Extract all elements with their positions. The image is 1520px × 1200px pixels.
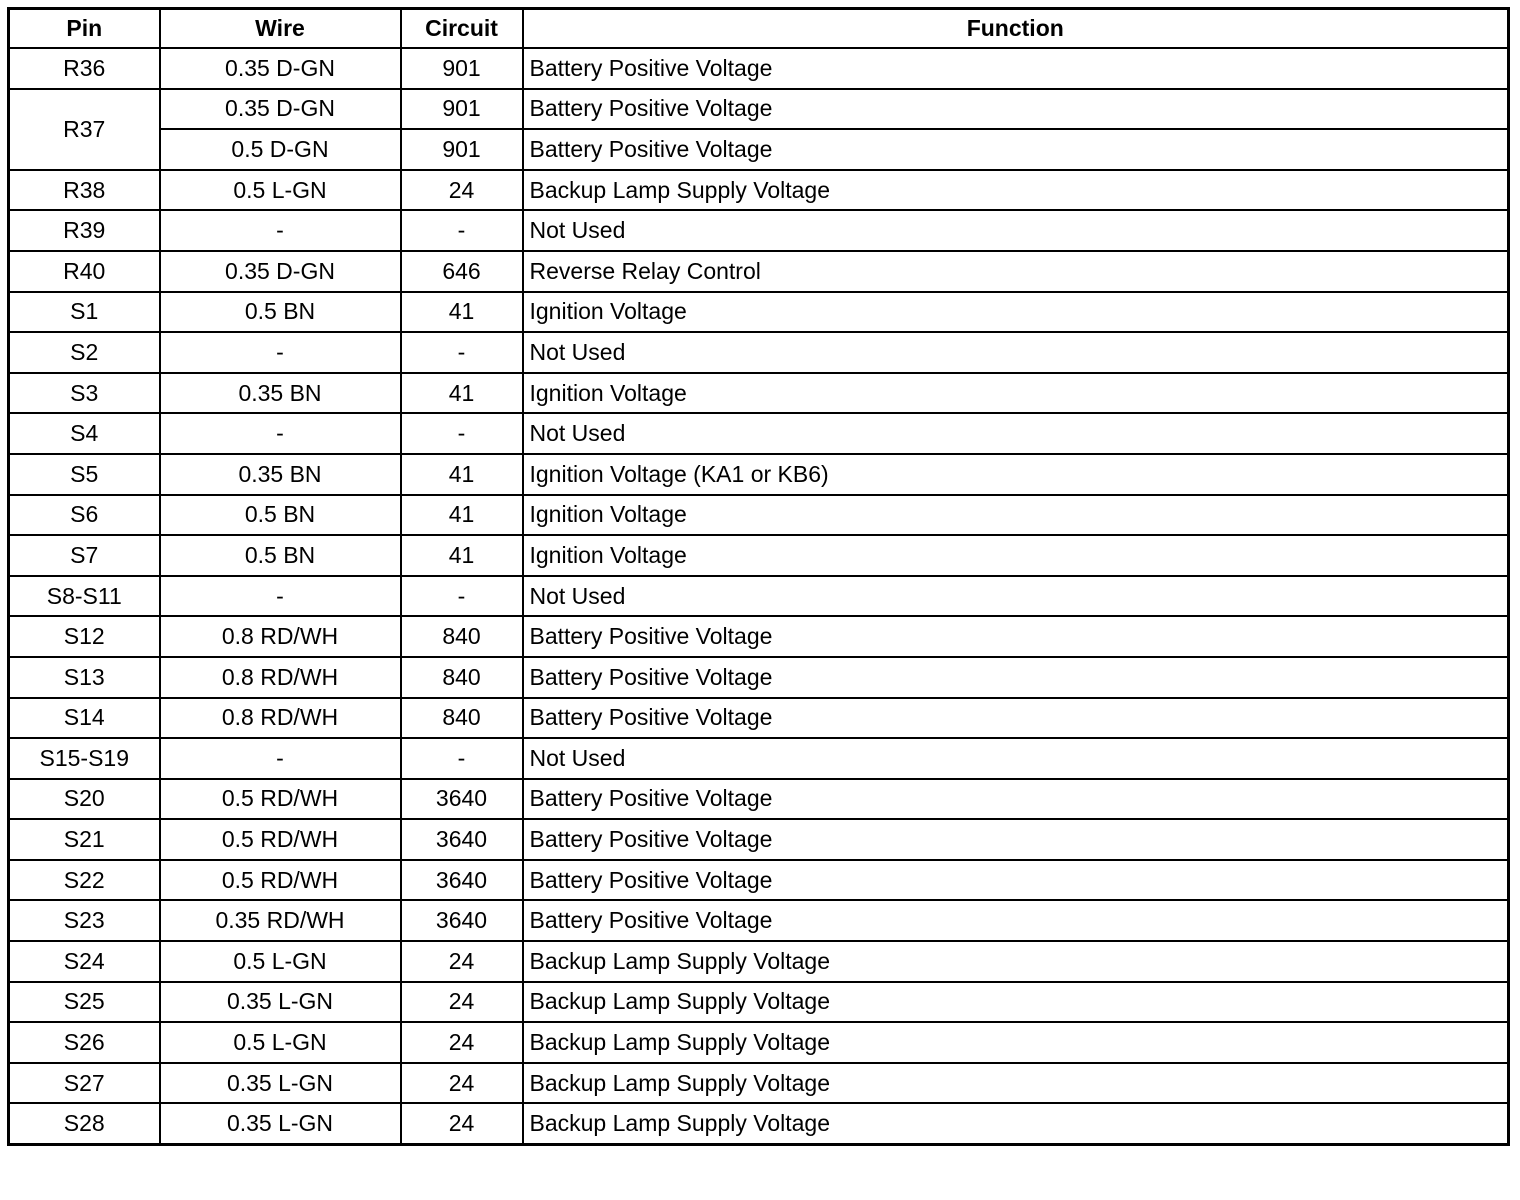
function-cell: Ignition Voltage (KA1 or KB6) [523, 454, 1509, 495]
pin-cell: S21 [9, 819, 160, 860]
table-row [9, 657, 1509, 698]
wire-cell: 0.35 L-GN [160, 1103, 401, 1144]
wire-cell: 0.8 RD/WH [160, 657, 401, 698]
pin-cell: R40 [9, 251, 160, 292]
table-row [9, 819, 1509, 860]
wire-cell: 0.5 RD/WH [160, 819, 401, 860]
table-row [9, 373, 1509, 414]
pin-cell: S6 [9, 495, 160, 536]
wire-cell: 0.5 L-GN [160, 1022, 401, 1063]
function-cell: Backup Lamp Supply Voltage [523, 941, 1509, 982]
wire-cell: 0.8 RD/WH [160, 616, 401, 657]
function-cell: Battery Positive Voltage [523, 657, 1509, 698]
circuit-cell: - [401, 413, 523, 454]
function-cell: Battery Positive Voltage [523, 779, 1509, 820]
wire-cell: 0.5 BN [160, 535, 401, 576]
pin-cell: R38 [9, 170, 160, 211]
table-row [9, 413, 1509, 454]
circuit-cell: - [401, 738, 523, 779]
wire-cell: 0.5 RD/WH [160, 779, 401, 820]
pin-cell: R37 [9, 89, 160, 170]
pin-cell: S1 [9, 292, 160, 333]
function-cell: Battery Positive Voltage [523, 48, 1509, 89]
function-cell: Backup Lamp Supply Voltage [523, 1063, 1509, 1104]
header-function: Function [523, 9, 1509, 49]
function-cell: Ignition Voltage [523, 495, 1509, 536]
function-cell: Backup Lamp Supply Voltage [523, 1022, 1509, 1063]
table-row [9, 251, 1509, 292]
pin-cell: S13 [9, 657, 160, 698]
circuit-cell: 24 [401, 941, 523, 982]
circuit-cell: - [401, 576, 523, 617]
function-cell: Not Used [523, 413, 1509, 454]
wire-cell: - [160, 576, 401, 617]
circuit-cell: 41 [401, 373, 523, 414]
circuit-cell: 840 [401, 616, 523, 657]
circuit-cell: 840 [401, 698, 523, 739]
wire-cell: 0.35 RD/WH [160, 900, 401, 941]
circuit-cell: 41 [401, 535, 523, 576]
wire-cell: 0.5 BN [160, 292, 401, 333]
table-row [9, 576, 1509, 617]
wire-cell: - [160, 332, 401, 373]
pin-cell: S20 [9, 779, 160, 820]
wire-cell: 0.35 BN [160, 373, 401, 414]
circuit-cell: 24 [401, 1063, 523, 1104]
pin-cell: S28 [9, 1103, 160, 1144]
pin-cell: S8-S11 [9, 576, 160, 617]
table-row [9, 170, 1509, 211]
circuit-cell: 646 [401, 251, 523, 292]
pin-cell: S26 [9, 1022, 160, 1063]
wire-cell: 0.35 BN [160, 454, 401, 495]
table-row [9, 982, 1509, 1023]
table-row [9, 535, 1509, 576]
pin-cell: S12 [9, 616, 160, 657]
pin-cell: S2 [9, 332, 160, 373]
connector-pinout-table [7, 7, 1510, 1146]
header-row [9, 9, 1509, 49]
pin-cell: S4 [9, 413, 160, 454]
table-row [9, 48, 1509, 89]
function-cell: Ignition Voltage [523, 292, 1509, 333]
function-cell: Backup Lamp Supply Voltage [523, 982, 1509, 1023]
wire-cell: - [160, 210, 401, 251]
circuit-cell: 901 [401, 129, 523, 170]
wire-cell: 0.5 D-GN [160, 129, 401, 170]
table-row [9, 129, 1509, 170]
circuit-cell: 840 [401, 657, 523, 698]
table-row [9, 941, 1509, 982]
pin-cell: S7 [9, 535, 160, 576]
circuit-cell: 3640 [401, 900, 523, 941]
wire-cell: 0.5 L-GN [160, 941, 401, 982]
circuit-cell: 3640 [401, 779, 523, 820]
function-cell: Not Used [523, 210, 1509, 251]
pin-cell: S5 [9, 454, 160, 495]
table-row [9, 292, 1509, 333]
table-header [9, 9, 1509, 49]
wire-cell: - [160, 738, 401, 779]
circuit-cell: 24 [401, 1103, 523, 1144]
circuit-cell: 24 [401, 982, 523, 1023]
table-row [9, 779, 1509, 820]
table-row [9, 860, 1509, 901]
function-cell: Battery Positive Voltage [523, 819, 1509, 860]
wire-cell: 0.35 D-GN [160, 89, 401, 130]
table-row [9, 332, 1509, 373]
function-cell: Battery Positive Voltage [523, 89, 1509, 130]
function-cell: Not Used [523, 332, 1509, 373]
circuit-cell: 901 [401, 89, 523, 130]
wire-cell: 0.35 L-GN [160, 982, 401, 1023]
function-cell: Not Used [523, 738, 1509, 779]
pin-cell: R36 [9, 48, 160, 89]
table-row [9, 454, 1509, 495]
pin-cell: S22 [9, 860, 160, 901]
pin-cell: S23 [9, 900, 160, 941]
wire-cell: 0.35 L-GN [160, 1063, 401, 1104]
function-cell: Reverse Relay Control [523, 251, 1509, 292]
pin-cell: S14 [9, 698, 160, 739]
wire-cell: 0.5 BN [160, 495, 401, 536]
function-cell: Battery Positive Voltage [523, 698, 1509, 739]
circuit-cell: 41 [401, 292, 523, 333]
wire-cell: 0.35 D-GN [160, 251, 401, 292]
circuit-cell: 3640 [401, 819, 523, 860]
wire-cell: 0.5 L-GN [160, 170, 401, 211]
circuit-cell: 24 [401, 170, 523, 211]
table-row [9, 89, 1509, 130]
wire-cell: 0.8 RD/WH [160, 698, 401, 739]
table-row [9, 1103, 1509, 1144]
table-row [9, 738, 1509, 779]
header-wire: Wire [160, 9, 401, 49]
circuit-cell: 3640 [401, 860, 523, 901]
table-row [9, 210, 1509, 251]
function-cell: Battery Positive Voltage [523, 616, 1509, 657]
function-cell: Backup Lamp Supply Voltage [523, 1103, 1509, 1144]
header-circuit: Circuit [401, 9, 523, 49]
wire-cell: 0.5 RD/WH [160, 860, 401, 901]
table-row [9, 900, 1509, 941]
function-cell: Battery Positive Voltage [523, 860, 1509, 901]
circuit-cell: 901 [401, 48, 523, 89]
table-row [9, 616, 1509, 657]
pin-cell: S24 [9, 941, 160, 982]
pin-cell: S15-S19 [9, 738, 160, 779]
function-cell: Battery Positive Voltage [523, 129, 1509, 170]
circuit-cell: - [401, 332, 523, 373]
table-row [9, 698, 1509, 739]
function-cell: Ignition Voltage [523, 373, 1509, 414]
pin-cell: S25 [9, 982, 160, 1023]
function-cell: Battery Positive Voltage [523, 900, 1509, 941]
pin-cell: S3 [9, 373, 160, 414]
circuit-cell: 41 [401, 454, 523, 495]
header-pin: Pin [9, 9, 160, 49]
function-cell: Ignition Voltage [523, 535, 1509, 576]
table-body [9, 48, 1509, 1145]
table-row [9, 1063, 1509, 1104]
wire-cell: 0.35 D-GN [160, 48, 401, 89]
circuit-cell: - [401, 210, 523, 251]
function-cell: Not Used [523, 576, 1509, 617]
circuit-cell: 24 [401, 1022, 523, 1063]
table-row [9, 495, 1509, 536]
wire-cell: - [160, 413, 401, 454]
circuit-cell: 41 [401, 495, 523, 536]
pin-cell: R39 [9, 210, 160, 251]
pin-cell: S27 [9, 1063, 160, 1104]
table-row [9, 1022, 1509, 1063]
function-cell: Backup Lamp Supply Voltage [523, 170, 1509, 211]
